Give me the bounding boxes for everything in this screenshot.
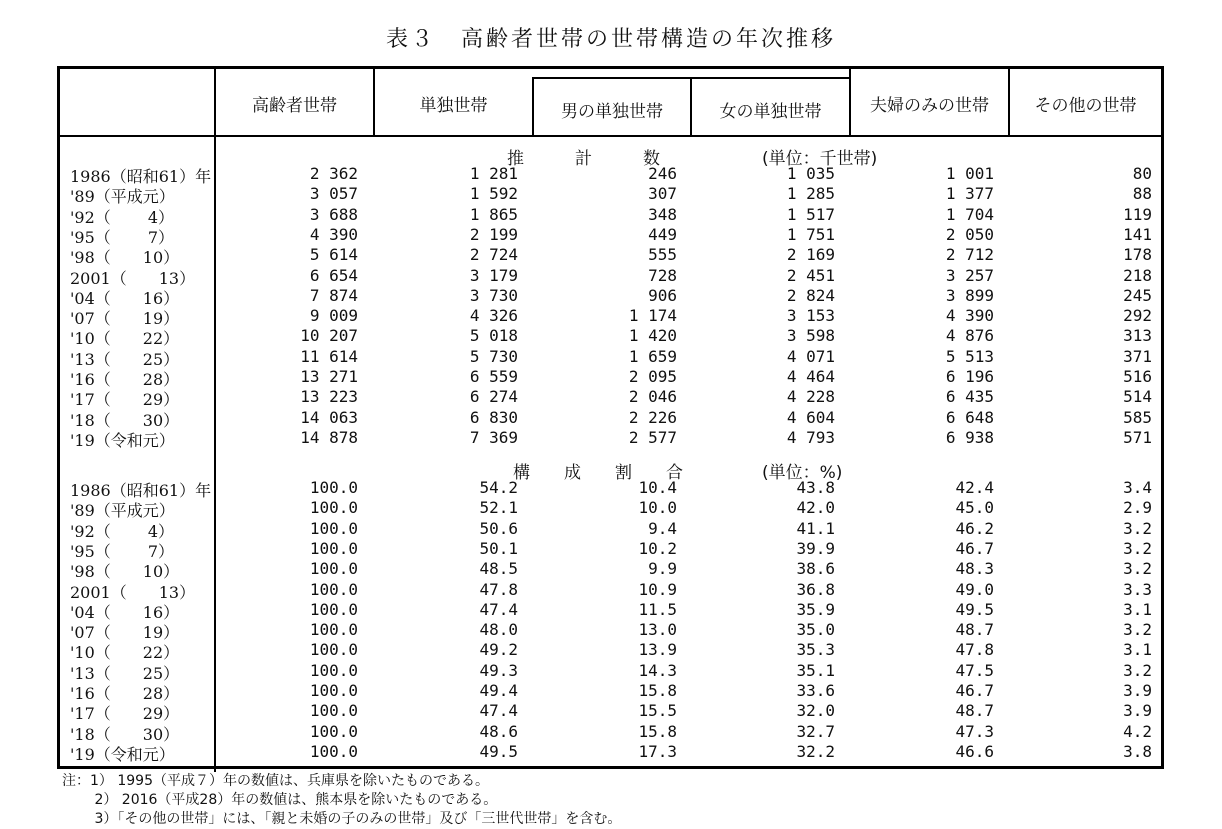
- cell-female-single: 4 071: [786, 346, 835, 366]
- section-ratio-unit: (単位：%): [762, 463, 843, 483]
- year-label: '92（ 4）: [70, 207, 175, 227]
- table-title: 表３ 高齢者世帯の世帯構造の年次推移: [385, 27, 836, 52]
- cell-elderly: 100.0: [309, 620, 358, 640]
- table-row: [60, 539, 1161, 559]
- table-row: [60, 387, 1161, 410]
- cell-elderly: 100.0: [309, 640, 358, 660]
- cell-couple-only: 6 938: [945, 427, 994, 447]
- cell-single: 5 018: [469, 326, 518, 346]
- cell-single: 49.2: [479, 640, 518, 660]
- header-couple-only: 夫婦のみの世帯: [870, 96, 989, 116]
- cell-couple-only: 48.7: [955, 701, 994, 721]
- cell-single: 54.2: [479, 478, 518, 497]
- table-row: [60, 347, 1161, 367]
- cell-single: 7 369: [469, 427, 518, 447]
- data-table: [57, 66, 1164, 769]
- cell-female-single: 1 285: [786, 184, 835, 204]
- year-label: '13（ 25）: [70, 349, 180, 369]
- cell-elderly: 7 874: [309, 285, 358, 305]
- cell-couple-only: 5 513: [945, 346, 994, 366]
- year-label: 1986（昭和61）年: [70, 481, 212, 500]
- table-row: [60, 722, 1161, 742]
- cell-other: 3.1: [1123, 640, 1152, 660]
- table-row: [60, 600, 1161, 620]
- cell-other: 371: [1123, 346, 1152, 366]
- year-label: '19（令和元）: [70, 430, 175, 450]
- header-other-households: その他の世帯: [1034, 96, 1137, 116]
- cell-female-single: 32.2: [796, 741, 835, 761]
- cell-couple-only: 1 704: [945, 204, 994, 224]
- cell-male-single: 15.8: [638, 681, 677, 700]
- cell-couple-only: 3 899: [945, 285, 994, 305]
- cell-elderly: 100.0: [309, 559, 358, 579]
- cell-single: 3 730: [469, 285, 518, 305]
- cell-elderly: 14 878: [300, 427, 358, 447]
- cell-female-single: 3 598: [786, 326, 835, 346]
- year-label: '17（ 29）: [70, 704, 180, 724]
- cell-single: 6 274: [469, 387, 518, 407]
- cell-elderly: 5 614: [309, 245, 358, 265]
- year-label: '04（ 16）: [70, 602, 180, 622]
- table-row: [60, 286, 1161, 306]
- year-label: 2001（ 13）: [70, 582, 196, 602]
- cell-female-single: 32.7: [796, 721, 835, 741]
- cell-male-single: 728: [648, 265, 677, 285]
- cell-male-single: 13.9: [638, 640, 677, 660]
- cell-single: 1 592: [469, 184, 518, 204]
- cell-couple-only: 4 390: [945, 306, 994, 326]
- cell-single: 49.3: [479, 660, 518, 680]
- cell-couple-only: 2 050: [945, 224, 994, 244]
- cell-couple-only: 1 377: [945, 184, 994, 204]
- cell-male-single: 15.8: [638, 721, 677, 741]
- cell-single: 3 179: [469, 265, 518, 285]
- cell-male-single: 9.4: [648, 518, 677, 538]
- cell-elderly: 100.0: [309, 579, 358, 599]
- table-row: [60, 519, 1161, 539]
- cell-female-single: 4 793: [786, 427, 835, 447]
- cell-other: 3.2: [1123, 620, 1152, 640]
- cell-single: 1 865: [469, 204, 518, 224]
- cell-female-single: 3 153: [786, 306, 835, 326]
- cell-couple-only: 45.0: [955, 498, 994, 518]
- cell-other: 88: [1132, 184, 1152, 204]
- year-label: '89（平成元）: [70, 187, 175, 207]
- cell-female-single: 1 517: [786, 204, 835, 224]
- year-label: '04（ 16）: [70, 288, 180, 308]
- table-row: [60, 245, 1161, 268]
- cell-female-single: 4 604: [786, 407, 835, 427]
- cell-elderly: 100.0: [309, 478, 358, 497]
- cell-other: 292: [1123, 306, 1152, 326]
- footnote: 3）「その他の世帯」には、「親と未婚の子のみの世帯」及び「三世代世帯」を含む。: [62, 811, 622, 827]
- cell-single: 48.5: [479, 559, 518, 579]
- cell-other: 141: [1123, 224, 1152, 244]
- year-label: '89（平成元）: [70, 501, 175, 521]
- cell-other: 3.2: [1123, 538, 1152, 558]
- cell-male-single: 307: [648, 184, 677, 204]
- cell-female-single: 35.3: [796, 640, 835, 660]
- cell-couple-only: 47.3: [955, 721, 994, 741]
- cell-other: 516: [1123, 367, 1152, 386]
- cell-male-single: 2 577: [628, 427, 677, 447]
- cell-elderly: 100.0: [309, 721, 358, 741]
- cell-elderly: 100.0: [309, 518, 358, 538]
- year-label: '18（ 30）: [70, 724, 180, 744]
- table-row: [60, 205, 1161, 225]
- cell-female-single: 33.6: [796, 681, 835, 700]
- cell-single: 6 559: [469, 367, 518, 386]
- cell-female-single: 35.1: [796, 660, 835, 680]
- table-row: [60, 681, 1161, 701]
- table-row: [60, 184, 1161, 207]
- cell-couple-only: 47.5: [955, 660, 994, 680]
- cell-single: 1 281: [469, 164, 518, 183]
- cell-single: 52.1: [479, 498, 518, 518]
- cell-male-single: 246: [648, 164, 677, 183]
- cell-other: 3.9: [1123, 681, 1152, 700]
- cell-other: 3.2: [1123, 660, 1152, 680]
- year-label: '13（ 25）: [70, 663, 180, 683]
- cell-couple-only: 6 196: [945, 367, 994, 386]
- year-label: 1986（昭和61）年: [70, 167, 212, 186]
- cell-male-single: 348: [648, 204, 677, 224]
- cell-female-single: 43.8: [796, 478, 835, 497]
- cell-single: 2 199: [469, 224, 518, 244]
- cell-elderly: 3 688: [309, 204, 358, 224]
- table-row: [60, 478, 1161, 498]
- cell-elderly: 100.0: [309, 660, 358, 680]
- cell-elderly: 4 390: [309, 224, 358, 244]
- year-label: '17（ 29）: [70, 390, 180, 410]
- cell-male-single: 10.2: [638, 538, 677, 558]
- year-label: '95（ 7）: [70, 227, 175, 247]
- table-row: [60, 640, 1161, 663]
- cell-couple-only: 48.3: [955, 559, 994, 579]
- cell-elderly: 13 271: [300, 367, 358, 386]
- table-row: [60, 225, 1161, 245]
- cell-elderly: 14 063: [300, 407, 358, 427]
- cell-single: 5 730: [469, 346, 518, 366]
- cell-other: 80: [1132, 164, 1152, 183]
- cell-male-single: 555: [648, 245, 677, 265]
- footnotes: [62, 772, 621, 829]
- table-row: [60, 701, 1161, 724]
- cell-elderly: 100.0: [309, 498, 358, 518]
- cell-elderly: 11 614: [300, 346, 358, 366]
- year-label: '10（ 22）: [70, 643, 180, 663]
- cell-couple-only: 46.6: [955, 741, 994, 761]
- year-label: 2001（ 13）: [70, 268, 196, 288]
- cell-other: 3.3: [1123, 579, 1152, 599]
- cell-elderly: 10 207: [300, 326, 358, 346]
- cell-male-single: 10.4: [638, 478, 677, 497]
- cell-elderly: 100.0: [309, 681, 358, 700]
- cell-single: 47.4: [479, 599, 518, 619]
- year-label: '07（ 19）: [70, 309, 180, 329]
- section-ratio-label: 構 成 割 合: [513, 463, 683, 483]
- cell-male-single: 14.3: [638, 660, 677, 680]
- cell-male-single: 15.5: [638, 701, 677, 721]
- cell-couple-only: 2 712: [945, 245, 994, 265]
- cell-single: 49.4: [479, 681, 518, 700]
- year-label: '98（ 10）: [70, 248, 180, 268]
- year-label: '07（ 19）: [70, 623, 180, 643]
- header-single-households: 単独世帯: [419, 96, 488, 116]
- cell-female-single: 38.6: [796, 559, 835, 579]
- cell-other: 3.2: [1123, 518, 1152, 538]
- cell-other: 2.9: [1123, 498, 1152, 518]
- cell-female-single: 32.0: [796, 701, 835, 721]
- cell-female-single: 36.8: [796, 579, 835, 599]
- year-label: '92（ 4）: [70, 521, 175, 541]
- cell-single: 2 724: [469, 245, 518, 265]
- cell-other: 313: [1123, 326, 1152, 346]
- year-label: '18（ 30）: [70, 410, 180, 430]
- year-label: '95（ 7）: [70, 541, 175, 561]
- subheader-line: [532, 77, 849, 79]
- table-row: [60, 428, 1161, 448]
- cell-elderly: 100.0: [309, 741, 358, 761]
- section-estimates-label: 推 計 数: [507, 149, 660, 169]
- footnote: 2） 2016（平成28）年の数値は、熊本県を除いたものである。: [62, 792, 498, 808]
- cell-male-single: 1 659: [628, 346, 677, 366]
- cell-elderly: 13 223: [300, 387, 358, 407]
- cell-female-single: 2 451: [786, 265, 835, 285]
- cell-female-single: 2 824: [786, 285, 835, 305]
- cell-male-single: 2 226: [628, 407, 677, 427]
- cell-elderly: 2 362: [309, 164, 358, 183]
- table-row: [60, 164, 1161, 184]
- cell-male-single: 10.9: [638, 579, 677, 599]
- table-row: [60, 266, 1161, 286]
- header-male-single: 男の単独世帯: [561, 102, 663, 122]
- table-row: [60, 408, 1161, 428]
- cell-couple-only: 46.7: [955, 681, 994, 700]
- table-row: [60, 367, 1161, 387]
- cell-couple-only: 46.7: [955, 538, 994, 558]
- cell-female-single: 1 035: [786, 164, 835, 183]
- header-female-single: 女の単独世帯: [719, 102, 822, 122]
- cell-elderly: 100.0: [309, 701, 358, 721]
- year-label: '19（令和元）: [70, 744, 175, 764]
- header-elderly-households: 高齢者世帯: [252, 96, 337, 116]
- cell-female-single: 35.0: [796, 620, 835, 640]
- cell-couple-only: 46.2: [955, 518, 994, 538]
- cell-single: 48.0: [479, 620, 518, 640]
- cell-elderly: 100.0: [309, 538, 358, 558]
- cell-elderly: 3 057: [309, 184, 358, 204]
- cell-couple-only: 48.7: [955, 620, 994, 640]
- cell-other: 119: [1123, 204, 1152, 224]
- cell-other: 245: [1123, 285, 1152, 305]
- cell-other: 3.8: [1123, 741, 1152, 761]
- table-row: [60, 306, 1161, 329]
- cell-other: 3.1: [1123, 599, 1152, 619]
- cell-female-single: 42.0: [796, 498, 835, 518]
- cell-male-single: 13.0: [638, 620, 677, 640]
- cell-other: 514: [1123, 387, 1152, 407]
- cell-male-single: 906: [648, 285, 677, 305]
- cell-couple-only: 49.5: [955, 599, 994, 619]
- cell-male-single: 449: [648, 224, 677, 244]
- table-row: [60, 559, 1161, 582]
- cell-other: 178: [1123, 245, 1152, 265]
- footnote: 注：1） 1995（平成７）年の数値は、兵庫県を除いたものである。: [62, 773, 489, 789]
- cell-single: 48.6: [479, 721, 518, 741]
- cell-single: 47.4: [479, 701, 518, 721]
- cell-couple-only: 42.4: [955, 478, 994, 497]
- table-row: [60, 742, 1161, 762]
- cell-other: 3.4: [1123, 478, 1152, 497]
- cell-elderly: 6 654: [309, 265, 358, 285]
- cell-male-single: 1 420: [628, 326, 677, 346]
- cell-other: 571: [1123, 427, 1152, 447]
- cell-single: 6 830: [469, 407, 518, 427]
- header-divider: [60, 135, 1161, 137]
- table-row: [60, 498, 1161, 521]
- cell-couple-only: 49.0: [955, 579, 994, 599]
- section-estimates-unit: (単位：千世帯): [762, 149, 878, 169]
- year-label: '98（ 10）: [70, 562, 180, 582]
- year-label: '16（ 28）: [70, 370, 180, 389]
- cell-female-single: 41.1: [796, 518, 835, 538]
- table-row: [60, 620, 1161, 643]
- cell-male-single: 2 095: [628, 367, 677, 386]
- table-row: [60, 326, 1161, 349]
- cell-single: 47.8: [479, 579, 518, 599]
- cell-couple-only: 3 257: [945, 265, 994, 285]
- cell-male-single: 2 046: [628, 387, 677, 407]
- cell-female-single: 39.9: [796, 538, 835, 558]
- cell-elderly: 9 009: [309, 306, 358, 326]
- cell-female-single: 2 169: [786, 245, 835, 265]
- cell-female-single: 35.9: [796, 599, 835, 619]
- cell-couple-only: 1 001: [945, 164, 994, 183]
- cell-male-single: 9.9: [648, 559, 677, 579]
- year-label: '10（ 22）: [70, 329, 180, 349]
- cell-other: 585: [1123, 407, 1152, 427]
- cell-single: 49.5: [479, 741, 518, 761]
- cell-male-single: 10.0: [638, 498, 677, 518]
- cell-other: 4.2: [1123, 721, 1152, 741]
- cell-male-single: 11.5: [638, 599, 677, 619]
- cell-single: 4 326: [469, 306, 518, 326]
- cell-single: 50.1: [479, 538, 518, 558]
- cell-female-single: 1 751: [786, 224, 835, 244]
- cell-couple-only: 47.8: [955, 640, 994, 660]
- cell-elderly: 100.0: [309, 599, 358, 619]
- cell-couple-only: 4 876: [945, 326, 994, 346]
- cell-female-single: 4 228: [786, 387, 835, 407]
- cell-other: 3.9: [1123, 701, 1152, 721]
- cell-other: 218: [1123, 265, 1152, 285]
- cell-female-single: 4 464: [786, 367, 835, 386]
- cell-single: 50.6: [479, 518, 518, 538]
- cell-male-single: 17.3: [638, 741, 677, 761]
- cell-couple-only: 6 648: [945, 407, 994, 427]
- cell-other: 3.2: [1123, 559, 1152, 579]
- table-row: [60, 580, 1161, 600]
- year-label: '16（ 28）: [70, 684, 180, 703]
- cell-couple-only: 6 435: [945, 387, 994, 407]
- table-row: [60, 661, 1161, 681]
- cell-male-single: 1 174: [628, 306, 677, 326]
